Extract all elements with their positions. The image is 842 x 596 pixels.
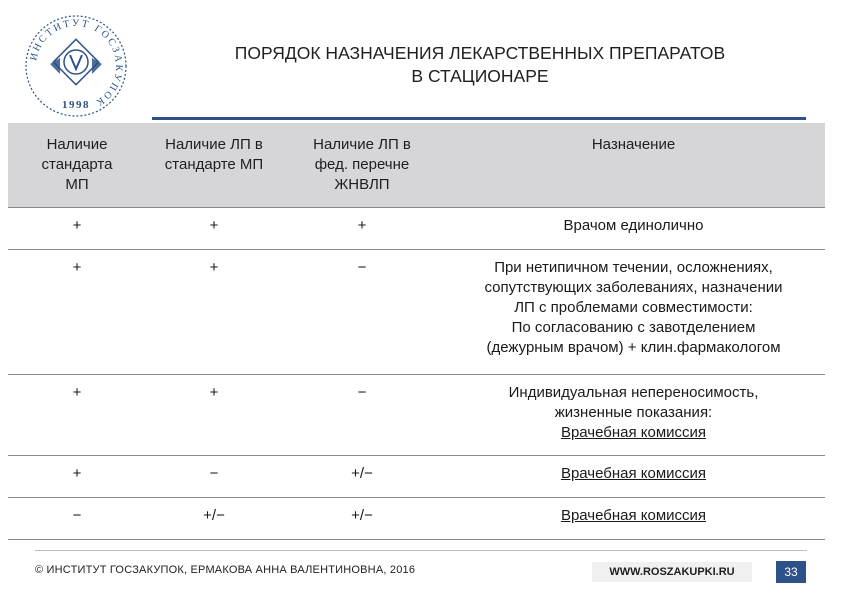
committee-link: Врачебная комиссия xyxy=(560,507,707,524)
cell-standard: + xyxy=(8,375,146,456)
logo-emblem-icon xyxy=(22,12,130,120)
cell-assignment xyxy=(442,456,825,498)
table-row xyxy=(8,375,825,456)
cell-assignment xyxy=(442,498,825,540)
svg-text:ИНСТИТУТ ГОСЗАКУПОК xyxy=(28,18,124,109)
committee-link: Врачебная комиссия xyxy=(560,424,707,441)
cell-in-standard: +/− xyxy=(146,498,282,540)
institute-logo xyxy=(22,12,130,120)
page-title xyxy=(140,42,820,88)
cell-in-standard: + xyxy=(146,208,282,250)
table-row xyxy=(8,250,825,375)
cell-in-standard: + xyxy=(146,250,282,375)
table-row xyxy=(8,456,825,498)
title-divider xyxy=(152,117,806,120)
logo-text: ИНСТИТУТ ГОСЗАКУПОК xyxy=(28,17,125,109)
page-number-badge: 33 xyxy=(776,561,806,583)
logo-year: 1998 xyxy=(62,99,90,111)
cell-in-federal-list: +/− xyxy=(282,456,442,498)
header-drug-in-federal-list: Наличие ЛП в фед. перечне ЖНВЛП xyxy=(282,123,442,208)
committee-link: Врачебная комиссия xyxy=(560,465,707,482)
cell-assignment: Индивидуальная непереносимость, жизненные показания: Врачебная комиссия xyxy=(442,375,825,456)
table-row xyxy=(8,498,825,540)
cell-assignment: Врачом единолично xyxy=(442,208,825,250)
header-drug-in-standard: Наличие ЛП в стандарте МП xyxy=(146,123,282,208)
cell-standard: + xyxy=(8,208,146,250)
cell-in-standard: − xyxy=(146,456,282,498)
cell-in-federal-list: − xyxy=(282,250,442,375)
title-line-1: ПОРЯДОК НАЗНАЧЕНИЯ ЛЕКАРСТВЕННЫХ ПРЕПАРАТОВ xyxy=(234,43,726,63)
header-standard-presence: Наличие стандарта МП xyxy=(8,123,146,208)
cell-standard: − xyxy=(8,498,146,540)
title-line-2: В СТАЦИОНАРЕ xyxy=(411,66,549,86)
cell-in-federal-list: − xyxy=(282,375,442,456)
header-assignment: Назначение xyxy=(442,123,825,208)
cell-standard: + xyxy=(8,456,146,498)
cell-in-federal-list: +/− xyxy=(282,498,442,540)
footer-website-link[interactable]: WWW.ROSZAKUPKI.RU xyxy=(592,562,752,582)
table-header-row xyxy=(8,123,825,208)
cell-in-standard: + xyxy=(146,375,282,456)
footer-divider xyxy=(35,550,807,551)
footer-copyright: © ИНСТИТУТ ГОСЗАКУПОК, ЕРМАКОВА АННА ВАЛЕНТИНОВНА, 2016 xyxy=(35,564,416,576)
table-row xyxy=(8,208,825,250)
cell-assignment: При нетипичном течении, осложнениях, сопутствующих заболеваниях, назначении ЛП с проблемами совместимости: По согласованию с завотделением (дежурным врачом) + клин.фармакологом xyxy=(442,250,825,375)
cell-in-federal-list: + xyxy=(282,208,442,250)
prescription-order-table xyxy=(8,123,825,540)
cell-standard: + xyxy=(8,250,146,375)
